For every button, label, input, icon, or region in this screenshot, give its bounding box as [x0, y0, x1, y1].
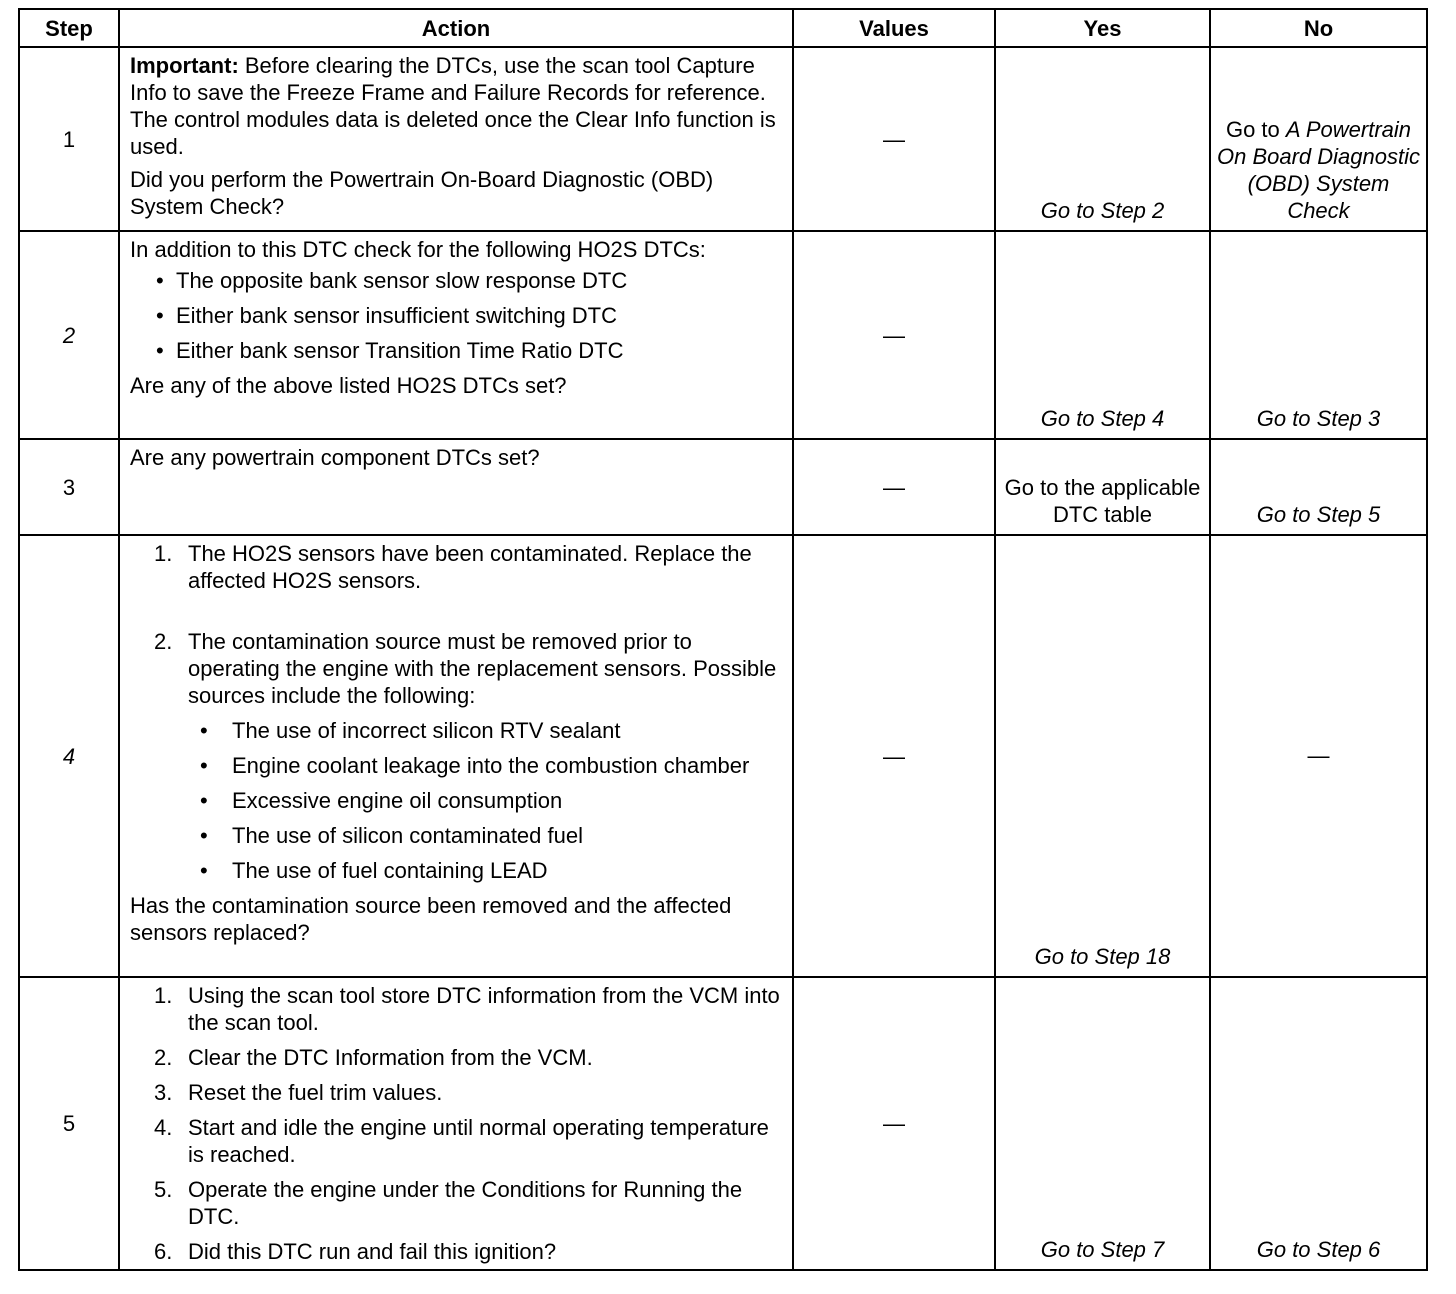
- list-item: [154, 1079, 782, 1106]
- list-item: • Excessive engine oil consumption: [198, 787, 782, 814]
- list-item: • The use of incorrect silicon RTV sealant: [198, 717, 782, 744]
- important-label: Important:: [130, 53, 239, 78]
- table-row-step-2: [19, 231, 1427, 439]
- no-prefix: Go to: [1225, 117, 1286, 142]
- list-item: [154, 1176, 782, 1230]
- item-number: 4.: [154, 1115, 173, 1140]
- header-values: Values: [793, 9, 995, 47]
- no-link[interactable]: Go to Step 6: [1210, 977, 1427, 1270]
- no-cell[interactable]: [1210, 47, 1427, 231]
- header-yes: Yes: [995, 9, 1210, 47]
- action-question: Did you perform the Powertrain On-Board Diagnostic (OBD) System Check?: [130, 167, 714, 219]
- list-item: • The use of silicon contaminated fuel: [198, 822, 782, 849]
- action-question: Has the contamination source been removed and the affected sensors replaced?: [130, 893, 732, 945]
- item-text: Using the scan tool store DTC information from the VCM into the scan tool.: [188, 983, 780, 1035]
- table-row-step-4: [19, 535, 1427, 977]
- item-number: 2.: [154, 1045, 173, 1070]
- item-number: 1.: [154, 541, 173, 566]
- important-text: Before clearing the DTCs, use the scan tool Capture Info to save the Freeze Frame and Failure Records for reference. The control modules data is deleted once the Clear Info function is used.: [130, 53, 776, 159]
- item-number: 3.: [154, 1080, 173, 1105]
- list-item: [154, 1238, 782, 1265]
- list-item: • Either bank sensor insufficient switching DTC: [154, 302, 782, 329]
- list-item: [154, 540, 782, 594]
- item-text: Operate the engine under the Conditions for Running the DTC.: [188, 1177, 743, 1229]
- list-item: • The use of fuel containing LEAD: [198, 857, 782, 884]
- list-item: [154, 1044, 782, 1071]
- action-cell: [119, 535, 793, 977]
- header-no: No: [1210, 9, 1427, 47]
- action-cell: [119, 47, 793, 231]
- list-item: [154, 628, 782, 884]
- numbered-list: [130, 540, 782, 884]
- yes-link[interactable]: Go to Step 4: [995, 231, 1210, 439]
- item-text: Reset the fuel trim values.: [188, 1080, 443, 1105]
- action-intro: In addition to this DTC check for the following HO2S DTCs:: [130, 237, 706, 262]
- action-cell: [119, 977, 793, 1270]
- important-note: [130, 52, 782, 160]
- step-number: 2: [19, 231, 119, 439]
- step-number: 4: [19, 535, 119, 977]
- item-number: 6.: [154, 1239, 173, 1264]
- action-cell: [119, 231, 793, 439]
- item-text: Did this DTC run and fail this ignition?: [188, 1239, 557, 1264]
- item-number: 2.: [154, 629, 173, 654]
- item-text: Clear the DTC Information from the VCM.: [188, 1045, 593, 1070]
- values-cell: —: [793, 977, 995, 1270]
- step-number: 5: [19, 977, 119, 1270]
- numbered-list: [130, 982, 782, 1265]
- table-row-step-1: [19, 47, 1427, 231]
- step-number: 1: [19, 47, 119, 231]
- action-cell: [119, 439, 793, 535]
- item-text: The HO2S sensors have been contaminated. Replace the affected HO2S sensors.: [188, 541, 752, 593]
- item-number: 5.: [154, 1177, 173, 1202]
- values-cell: —: [793, 47, 995, 231]
- step-number: 3: [19, 439, 119, 535]
- values-cell: —: [793, 231, 995, 439]
- list-item: • The opposite bank sensor slow response DTC: [154, 267, 782, 294]
- item-text: The contamination source must be removed prior to operating the engine with the replacement sensors. Possible sources include the following:: [188, 629, 777, 708]
- header-action: Action: [119, 9, 793, 47]
- yes-link[interactable]: Go to Step 18: [995, 535, 1210, 977]
- list-item: • Engine coolant leakage into the combustion chamber: [198, 752, 782, 779]
- table-row-step-5: [19, 977, 1427, 1270]
- yes-link[interactable]: Go to Step 2: [995, 47, 1210, 231]
- no-link[interactable]: Go to Step 3: [1210, 231, 1427, 439]
- list-item: [154, 1114, 782, 1168]
- action-question: Are any of the above listed HO2S DTCs set?: [130, 373, 567, 398]
- bullet-list: [188, 717, 782, 884]
- yes-link[interactable]: Go to the applicable DTC table: [995, 439, 1210, 535]
- list-item: [154, 982, 782, 1036]
- yes-link[interactable]: Go to Step 7: [995, 977, 1210, 1270]
- no-link[interactable]: A Powertrain On Board Diagnostic (OBD) System Check: [1217, 117, 1420, 223]
- values-cell: —: [793, 439, 995, 535]
- item-number: 1.: [154, 983, 173, 1008]
- action-question: Are any powertrain component DTCs set?: [130, 445, 540, 470]
- no-cell: —: [1210, 535, 1427, 977]
- values-cell: —: [793, 535, 995, 977]
- header-row: [19, 9, 1427, 47]
- no-link[interactable]: Go to Step 5: [1210, 439, 1427, 535]
- bullet-list: [130, 267, 782, 364]
- list-item: • Either bank sensor Transition Time Ratio DTC: [154, 337, 782, 364]
- diagnostic-table: [18, 8, 1428, 1271]
- item-text: Start and idle the engine until normal operating temperature is reached.: [188, 1115, 769, 1167]
- table-row-step-3: [19, 439, 1427, 535]
- header-step: Step: [19, 9, 119, 47]
